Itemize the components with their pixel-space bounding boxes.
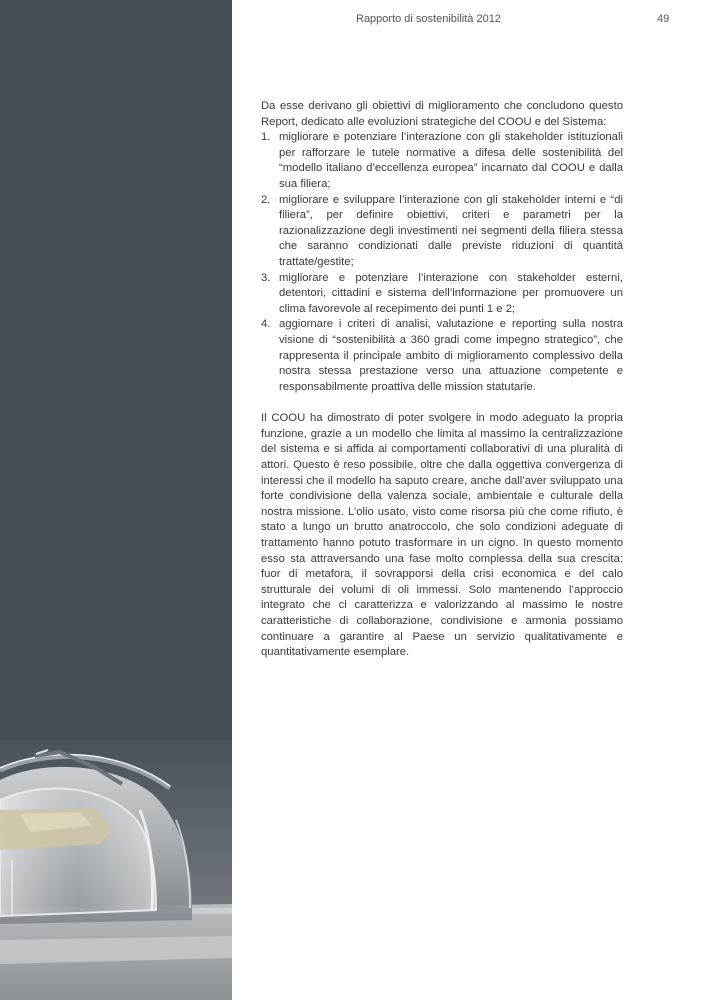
list-item-text: migliorare e potenziare l’interazione con stakeholder esterni, detentori, cittadini e sistema dell’informazione per promuovere un clima favorevole al recepimento dei punti 1 e 2;: [279, 271, 623, 315]
list-item-text: migliorare e sviluppare l’interazione con gli stakeholder interni e “di filiera”, per definire obiettivi, criteri e parametri per la razionalizzazione degli investimenti nei segmenti della filiera stessa che saranno condizionati dalle previste riduzioni di quantità trattate/gestite;: [279, 193, 623, 268]
objectives-list: [261, 130, 623, 395]
intro-paragraph: Da esse derivano gli obiettivi di miglioramento che concludono questo Report, dedicato alle evoluzioni strategiche del COOU e del Sistema:: [261, 100, 623, 128]
list-item-number: 2.: [261, 193, 271, 206]
list-item-number: 3.: [261, 271, 271, 284]
list-item-number: 1.: [261, 131, 271, 144]
list-item-text: migliorare e potenziare l’interazione con gli stakeholder istituzionali per rafforzare le tutele normative a difesa delle sostenibilità del “modello italiano d’eccellenza europea” incarnato dal COOU e dalla sua filiera;: [279, 131, 623, 190]
body-paragraph: Il COOU ha dimostrato di poter svolgere in modo adeguato la propria funzione, grazie a un modello che limita al massimo la centralizzazione del sistema e si affida ai comportamenti collaborativi di una pluralità di attori. Questo è reso possibile, oltre che dalla oggettiva convergenza di interessi che il modello ha saputo creare, anche dall’aver sviluppato una forte condivisione della valenza sociale, ambientale e culturale della nostra missione. L’olio usato, visto come risorsa più che come rifiuto, è stato a lungo un brutto anatroccolo, che solo condizioni adeguate di trattamento hanno potuto trasformare in un cigno. In questo momento esso sta attraversando una fase molto complessa della sua crescita: fuor di metafora, il sovrapporsi della crisi economica e del calo strutturale dei volumi di oli immessi. Solo mantenendo l’approccio integrato che ci caratterizza e valorizzando al massimo le nostre caratteristiche di collaborazione, condivisione e armonia possiamo continuare a garantire al Paese un servizio qualitativamente e quantitativamente esemplare.: [261, 412, 623, 659]
list-item: [261, 130, 623, 192]
page-number: 49: [657, 13, 670, 25]
list-item: [261, 317, 623, 395]
oil-container-photo: [0, 740, 232, 1000]
list-item-text: aggiornare i criteri di analisi, valutazione e reporting sulla nostra visione di “sostenibilità a 360 gradi come impegno strategico”, che rappresenta il principale ambito di miglioramento complessivo della nostra stessa prestazione verso una attuazione competente e responsabilmente proattiva delle mission statutarie.: [279, 318, 623, 393]
header-title: Rapporto di sostenibilità 2012: [356, 13, 501, 25]
main-text: [261, 99, 623, 661]
list-item-number: 4.: [261, 318, 271, 331]
sidebar-panel: [0, 0, 232, 1000]
list-item: [261, 193, 623, 271]
list-item: [261, 271, 623, 318]
